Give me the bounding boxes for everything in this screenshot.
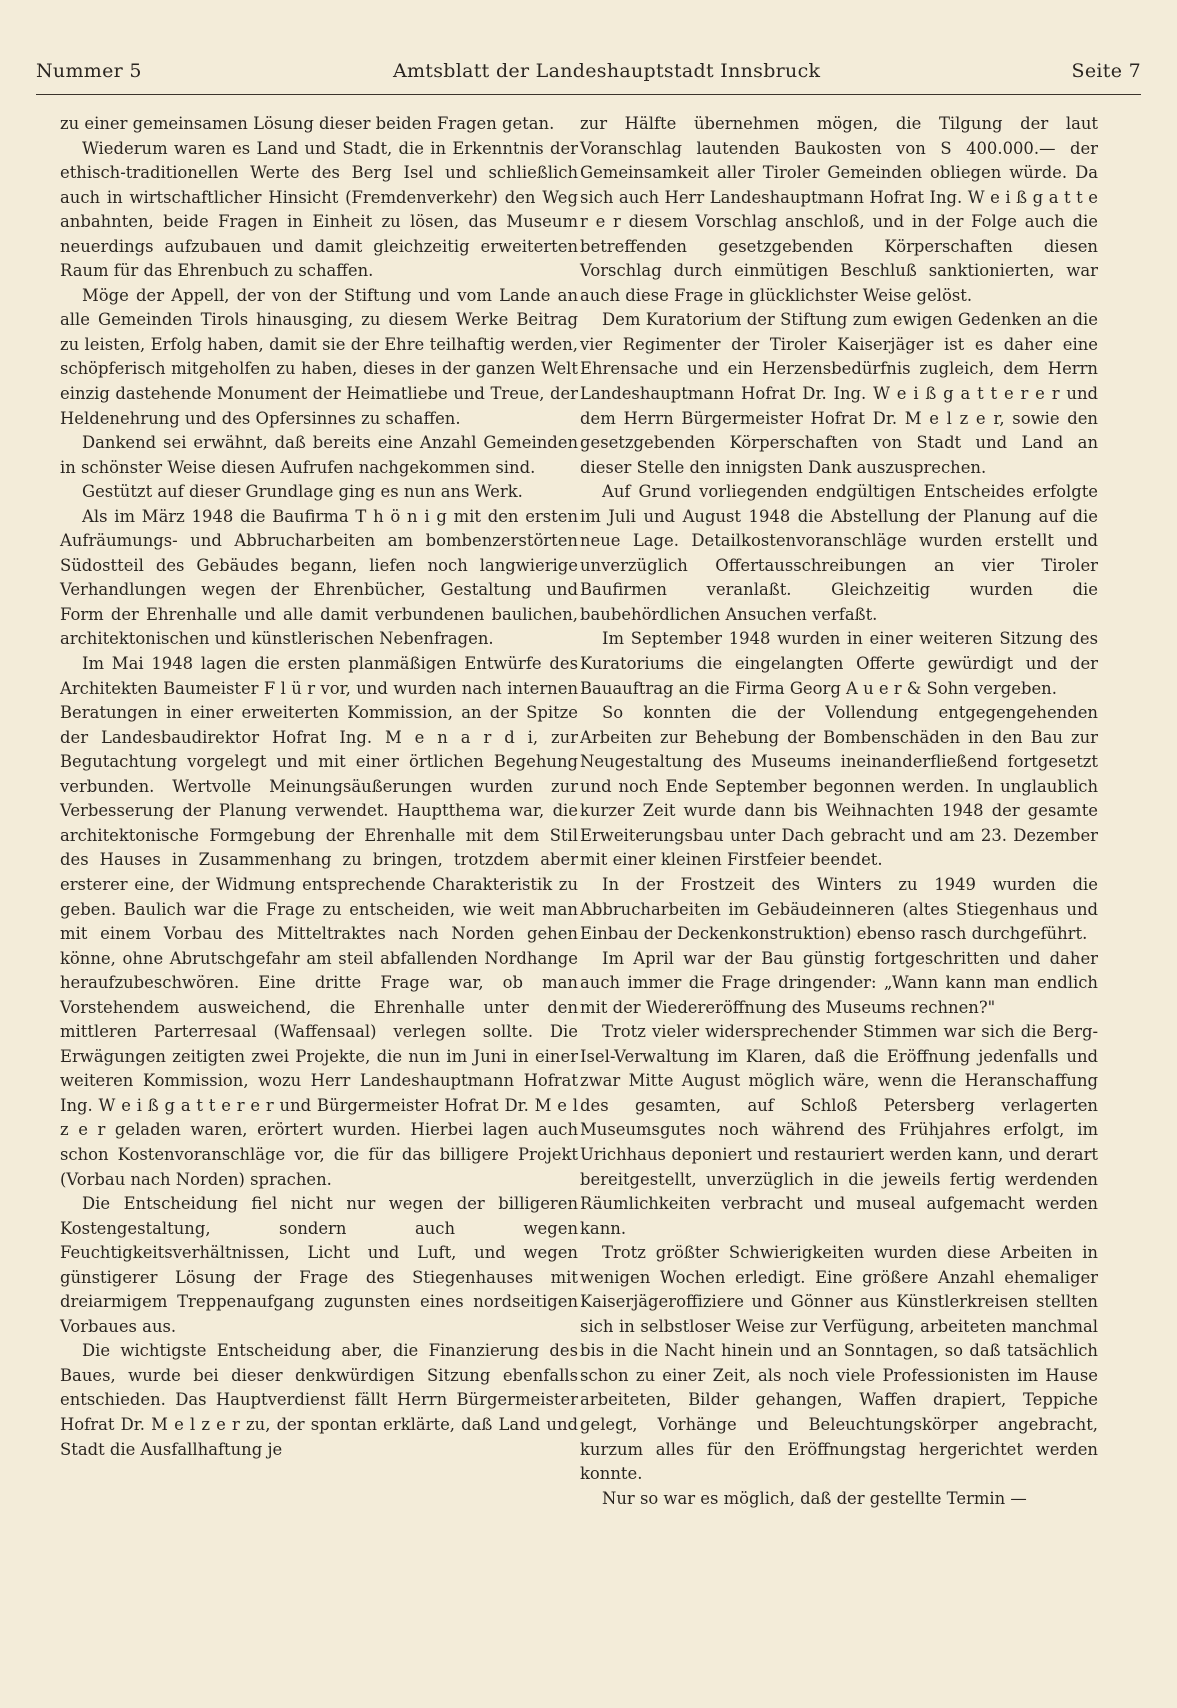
paragraph: zur Hälfte übernehmen mögen, die Tilgung der laut Voranschlag lautenden Baukosten von S 400.000.— der Gemeinsamkeit aller Tiroler Gemeinden obliegen würde. Da sich auch Herr Landeshauptmann Hofrat Ing. W e i ß g a t t e r e r diesem Vorschlag anschloß, und in der Folge auch die betreffenden gesetzgebenden Körperschaften diesen Vorschlag durch einmütigen Beschluß sanktionierten, war auch diese Frage in glücklichster Weise gelöst. xyxy=(580,114,1098,305)
paragraph: Möge der Appell, der von der Stiftung und vom Lande an alle Gemeinden Tirols hinausging, zu diesem Werke Beitrag zu leisten, Erfolg haben, damit sie der Ehre teilhaftig werden, schöpferisch mitgeholfen zu haben, dieses in der ganzen Welt einzig dastehende Monument der Heimatliebe und Treue, der Heldenehrung und des Opfersinnes zu schaffen. xyxy=(60,285,578,428)
paragraph: Als im März 1948 die Baufirma T h ö n i g mit den ersten Aufräumungs- und Abbrucharbeiten am bombenzerstörten Südostteil des Gebäudes begann, liefen noch langwierige Verhandlungen wegen der Ehrenbücher, Gestaltung und Form der Ehrenhalle und alle damit verbundenen baulichen, architektonischen und künstlerischen Nebenfragen. xyxy=(60,506,578,649)
page-header xyxy=(36,60,1141,90)
right-column xyxy=(580,112,1098,1511)
paragraph: Dem Kuratorium der Stiftung zum ewigen Gedenken an die vier Regimenter der Tiroler Kaiserjäger ist es daher eine Ehrensache und ein Herzensbedürfnis zugleich, dem Herrn Landeshauptmann Hofrat Dr. Ing. W e i ß g a t t e r e r und dem Herrn Bürgermeister Hofrat Dr. M e l z e r, sowie den gesetzgebenden Körperschaften von Stadt und Land an dieser Stelle den innigsten Dank auszusprechen. xyxy=(580,310,1098,477)
paragraph: Die Entscheidung fiel nicht nur wegen der billigeren Kostengestaltung, sondern auch wegen Feuchtigkeitsverhältnissen, Licht und Luft, und wegen günstigerer Lösung der Frage des Stiegenhauses mit dreiarmigem Treppenaufgang zugunsten eines nordseitigen Vorbaues aus. xyxy=(60,1194,578,1336)
paragraph: Wiederum waren es Land und Stadt, die in Erkenntnis der ethisch-traditionellen Werte des Berg Isel und schließlich auch in wirtschaftlicher Hinsicht (Fremdenverkehr) den Weg anbahnten, beide Fragen in Einheit zu lösen, das Museum neuerdings aufzubauen und damit gleichzeitig erweiterten Raum für das Ehrenbuch zu schaffen. xyxy=(60,138,578,281)
page-number: Seite 7 xyxy=(1071,60,1141,82)
left-column xyxy=(60,112,578,1462)
publication-title: Amtsblatt der Landeshauptstadt Innsbruck xyxy=(392,60,821,82)
paragraph: Trotz vieler widersprechender Stimmen war sich die Berg-Isel-Verwaltung im Klaren, daß die Eröffnung jedenfalls und zwar Mitte August möglich wäre, wenn die Heranschaffung des gesamten, auf Schloß Petersberg verlagerten Museumsgutes noch während des Frühjahres erfolgt, im Urichhaus deponiert und restauriert werden kann, und derart bereitgestellt, unverzüglich in die jeweils fertig werdenden Räumlichkeiten verbracht und museal aufgemacht werden kann. xyxy=(580,1022,1098,1238)
header-divider xyxy=(36,94,1141,95)
paragraph: Gestützt auf dieser Grundlage ging es nun ans Werk. xyxy=(82,482,523,502)
paragraph: Im September 1948 wurden in einer weiteren Sitzung des Kuratoriums die eingelangten Offerte gewürdigt und der Bauauftrag an die Firma Georg A u e r & Sohn vergeben. xyxy=(580,629,1098,698)
paragraph: Dankend sei erwähnt, daß bereits eine Anzahl Gemeinden in schönster Weise diesen Aufrufen nachgekommen sind. xyxy=(60,433,578,477)
paragraph: Auf Grund vorliegenden endgültigen Entscheides erfolgte im Juli und August 1948 die Abstellung der Planung auf die neue Lage. Detailkostenvoranschläge wurden erstellt und unverzüglich Offertausschreibungen an vier Tiroler Baufirmen veranlaßt. Gleichzeitig wurden die baubehördlichen Ansuchen verfaßt. xyxy=(580,482,1098,624)
paragraph: In der Frostzeit des Winters zu 1949 wurden die Abbrucharbeiten im Gebäudeinneren (altes Stiegenhaus und Einbau der Deckenkonstruktion) ebenso rasch durchgeführt. xyxy=(580,874,1098,944)
paragraph: Die wichtigste Entscheidung aber, die Finanzierung des Baues, wurde bei dieser denkwürdigen Sitzung ebenfalls entschieden. Das Hauptverdienst fällt Herrn Bürgermeister Hofrat Dr. M e l z e r zu, der spontan erklärte, daß Land und Stadt die Ausfallhaftung je xyxy=(60,1341,578,1459)
issue-number: Nummer 5 xyxy=(36,60,142,82)
paragraph: So konnten die der Vollendung entgegengehenden Arbeiten zur Behebung der Bombenschäden in den Bau zur Neugestaltung des Museums ineinanderfließend fortgesetzt und noch Ende September begonnen werden. In unglaublich kurzer Zeit wurde dann bis Weihnachten 1948 der gesamte Erweiterungsbau unter Dach gebracht und am 23. Dezember mit einer kleinen Firstfeier beendet. xyxy=(580,703,1098,870)
paragraph: zu einer gemeinsamen Lösung dieser beiden Fragen getan. xyxy=(60,114,555,133)
paragraph: Im Mai 1948 lagen die ersten planmäßigen Entwürfe des Architekten Baumeister F l ü r vor, und wurden nach internen Beratungen in einer erweiterten Kommission, an der Spitze der Landesbaudirektor Hofrat Ing. M e n a r d i, zur Begutachtung vorgelegt und mit einer örtlichen Begehung verbunden. Wertvolle Meinungsäußerungen wurden zur Verbesserung der Planung verwendet. Hauptthema war, die architektonische Formgebung der Ehrenhalle mit dem Stil des Hauses in Zusammenhang zu bringen, trotzdem aber ersterer eine, der Widmung entsprechende Charakteristik zu geben. Baulich war die Frage zu entscheiden, wie weit man mit einem Vorbau des Mitteltraktes nach Norden gehen könne, ohne Abrutschgefahr am steil abfallenden Nordhange heraufzubeschwören. Eine dritte Frage war, ob man Vorstehendem ausweichend, die Ehrenhalle unter den mittleren Parterresaal (Waffensaal) verlegen sollte. Die Erwägungen zeitigten zwei Projekte, die nun im Juni in einer weiteren Kommission, wozu Herr Landeshauptmann Hofrat Ing. W e i ß g a t t e r e r und Bürgermeister Hofrat Dr. M e l z e r geladen waren, erörtert wurden. Hierbei lagen auch schon Kostenvoranschläge vor, die für das billigere Projekt (Vorbau nach Norden) sprachen. xyxy=(60,654,578,1189)
paragraph: Im April war der Bau günstig fortgeschritten und daher auch immer die Frage dringender: „Wann kann man endlich mit der Wiedereröffnung des Museums rechnen?" xyxy=(580,948,1098,1017)
paragraph: Trotz größter Schwierigkeiten wurden diese Arbeiten in wenigen Wochen erledigt. Eine größere Anzahl ehemaliger Kaiserjägeroffiziere und Gönner aus Künstlerkreisen stellten sich in selbstloser Weise zur Verfügung, arbeiteten manchmal bis in die Nacht hinein und an Sonntagen, so daß tatsächlich schon zu einer Zeit, als noch viele Professionisten im Hause arbeiteten, Bilder gehangen, Waffen drapiert, Teppiche gelegt, Vorhänge und Beleuchtungskörper angebracht, kurzum alles für den Eröffnungstag hergerichtet werden konnte. xyxy=(580,1243,1098,1484)
paragraph: Nur so war es möglich, daß der gestellte Termin — xyxy=(602,1488,1027,1508)
